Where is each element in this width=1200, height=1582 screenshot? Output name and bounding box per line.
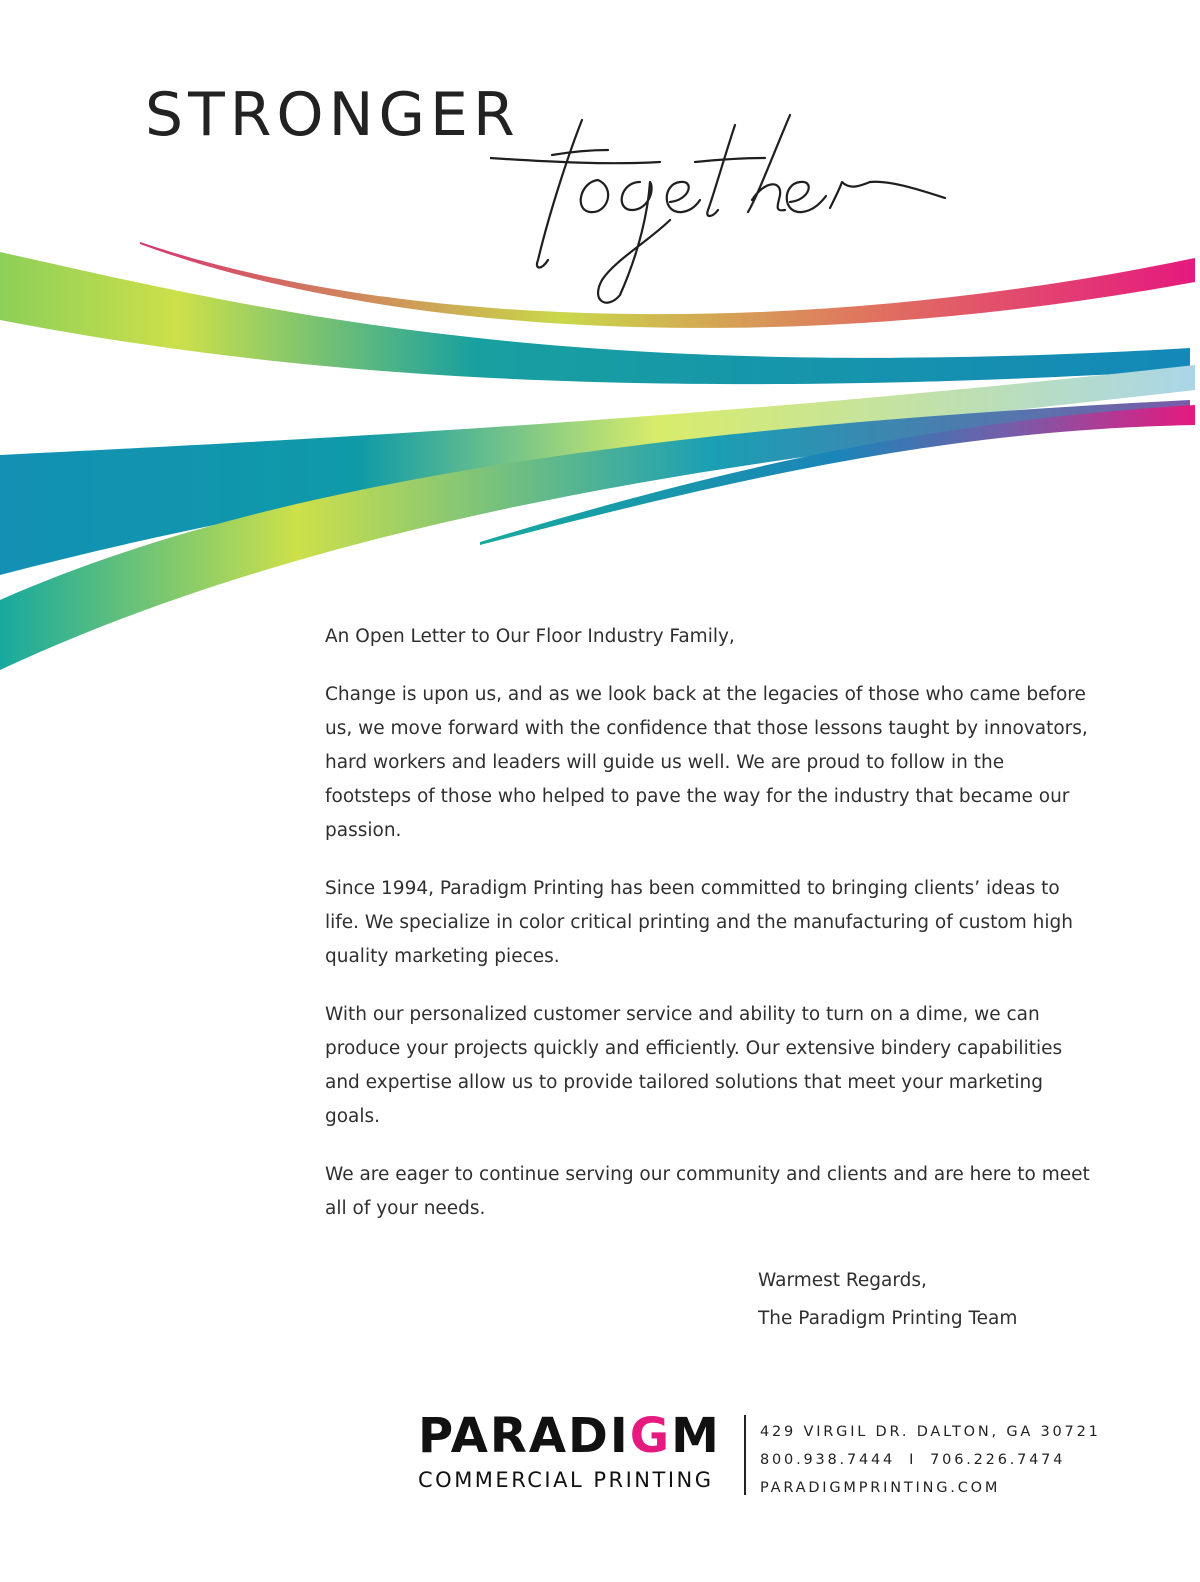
letter-paragraph: We are eager to continue serving our community and clients and are here to meet all of your needs. (325, 1164, 1090, 1219)
letter-paragraph: Change is upon us, and as we look back at the legacies of those who came before us, we move forward with the confidence that those lessons taught by innovators, hard workers and leaders will guide us well. We are proud to follow in the footsteps of those who helped to pave the way for the industry that became our passion. (325, 684, 1088, 841)
logo-text-part1: PARADI (418, 1408, 630, 1464)
footer-address: 429 VIRGIL DR. DALTON, GA 30721 (760, 1424, 1101, 1440)
footer-contact (760, 1418, 1101, 1502)
letter-signature: The Paradigm Printing Team (758, 1308, 1018, 1329)
letter-paragraph: With our personalized customer service and ability to turn on a dime, we can produce your projects quickly and efficiently. Our extensive bindery capabilities and expertise allow us to provide tailored solutions that meet your marketing goals. (325, 1004, 1063, 1127)
footer-phone-1: 800.938.7444 (760, 1452, 896, 1468)
logo-subtitle: COMMERCIAL PRINTING (418, 1468, 714, 1492)
letter-closing: Warmest Regards, (758, 1270, 927, 1291)
letter-paragraph: Since 1994, Paradigm Printing has been committed to bringing clients’ ideas to life. We specialize in color critical printing and the manufacturing of custom high quality marketing pieces. (325, 878, 1073, 967)
footer-website[interactable]: PARADIGMPRINTING.COM (760, 1480, 1001, 1496)
letter-salutation: An Open Letter to Our Floor Industry Family, (325, 626, 735, 647)
logo-text-part2: M (671, 1408, 721, 1464)
paradigm-logo (418, 1410, 721, 1492)
footer-phones (760, 1446, 1101, 1474)
letter-body (325, 620, 1095, 1250)
logo-text-accent: G (629, 1408, 672, 1464)
logo-wordmark (418, 1410, 721, 1462)
footer-phone-separator: I (909, 1452, 917, 1468)
letter-signoff (758, 1262, 1017, 1338)
footer-phone-2: 706.226.7474 (930, 1452, 1066, 1468)
footer-divider (744, 1415, 746, 1495)
headline-stronger: STRONGER (145, 80, 520, 150)
